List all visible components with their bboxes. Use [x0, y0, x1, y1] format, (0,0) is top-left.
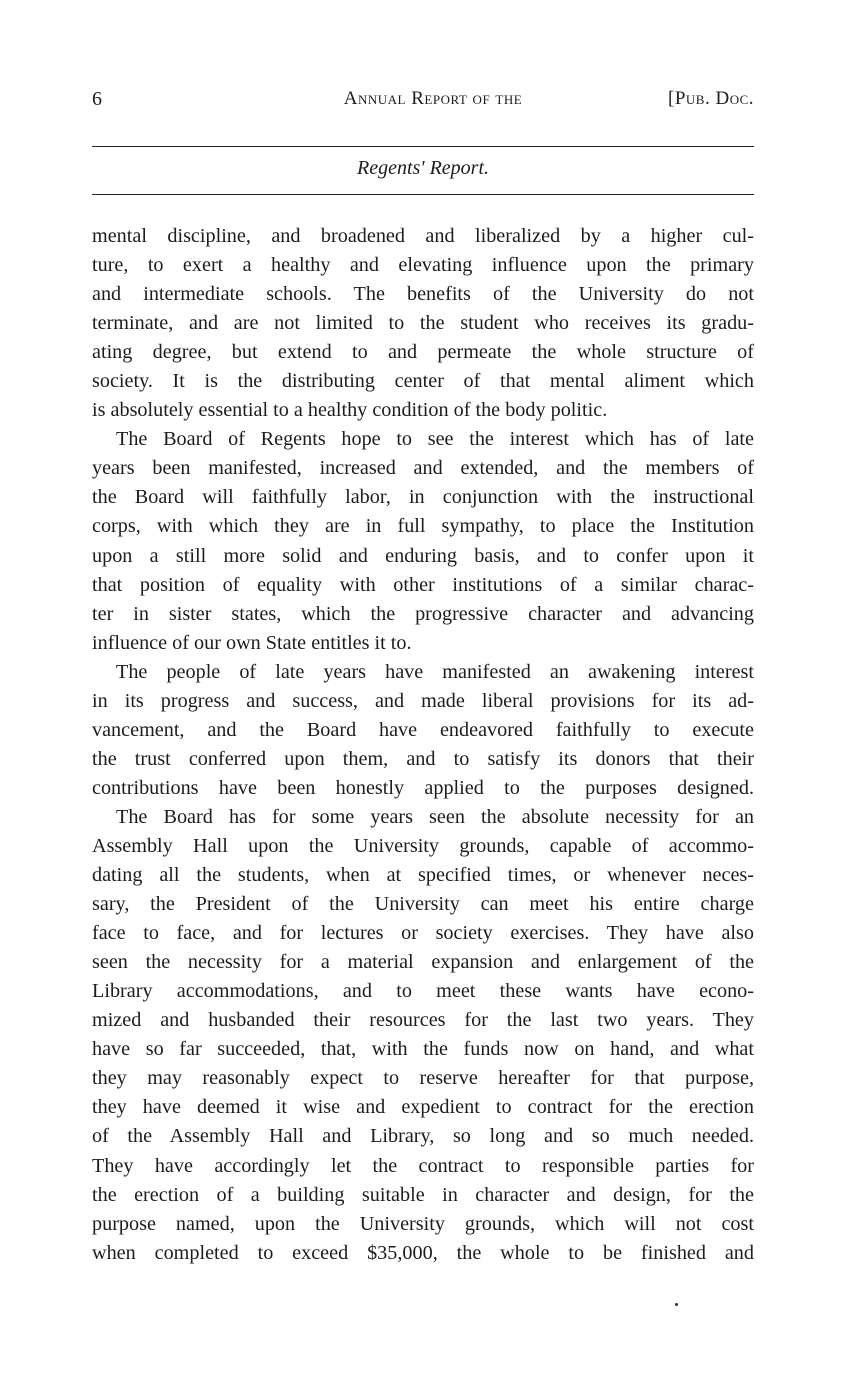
section-title: Regents' Report. [356, 157, 490, 179]
running-head [92, 88, 754, 114]
text-line: Library accommodations, and to meet these wants have econo- [92, 980, 754, 1003]
body-text [92, 222, 754, 1268]
text-line: Assembly Hall upon the University grounds, capable of accommo- [92, 834, 754, 857]
ink-speck [675, 1303, 678, 1306]
text-line: of the Assembly Hall and Library, so long and so much needed. [92, 1125, 754, 1148]
text-line: that position of equality with other institutions of a similar charac- [92, 573, 754, 596]
page-number: 6 [92, 88, 103, 110]
text-line: and intermediate schools. The benefits of the University do not [92, 283, 754, 306]
text-line: society. It is the distributing center of that mental aliment which [92, 370, 754, 393]
text-line: purpose named, upon the University grounds, which will not cost [92, 1212, 754, 1235]
text-line: influence of our own State entitles it to. [92, 631, 412, 654]
text-line: the erection of a building suitable in character and design, for the [92, 1183, 754, 1206]
text-line: mental discipline, and broadened and liberalized by a higher cul- [92, 225, 754, 247]
text-line: ture, to exert a healthy and elevating influence upon the primary [92, 254, 754, 277]
text-line: terminate, and are not limited to the student who receives its gradu- [92, 312, 754, 335]
text-line: years been manifested, increased and extended, and the members of [92, 457, 754, 480]
text-line: dating all the students, when at specified times, or whenever neces- [92, 864, 754, 887]
text-line: contributions have been honestly applied to the purposes designed. [92, 776, 754, 799]
text-line: have so far succeeded, that, with the funds now on hand, and what [92, 1038, 754, 1061]
text-line: sary, the President of the University can meet his entire charge [92, 893, 754, 916]
text-line: when completed to exceed $35,000, the whole to be finished and [92, 1241, 754, 1264]
doc-label: [Pub. Doc. [668, 88, 754, 109]
text-line: face to face, and for lectures or society exercises. They have also [92, 922, 754, 945]
report-title: Annual Report of the [343, 88, 523, 109]
text-line: They have accordingly let the contract to responsible parties for [92, 1154, 754, 1177]
text-line: mized and husbanded their resources for the last two years. They [92, 1009, 754, 1032]
text-line: they have deemed it wise and expedient to contract for the erection [92, 1096, 754, 1119]
text-line: the Board will faithfully labor, in conjunction with the instructional [92, 486, 754, 509]
text-line: The Board has for some years seen the absolute necessity for an [116, 805, 754, 828]
text-line: The people of late years have manifested an awakening interest [116, 660, 754, 683]
text-line: The Board of Regents hope to see the interest which has of late [116, 428, 754, 451]
header-rule-top [92, 146, 754, 147]
text-line: is absolutely essential to a healthy condition of the body politic. [92, 399, 608, 422]
text-line: they may reasonably expect to reserve hereafter for that purpose, [92, 1067, 754, 1090]
text-line: ter in sister states, which the progressive character and advancing [92, 602, 754, 625]
text-line: corps, with which they are in full sympathy, to place the Institution [92, 515, 754, 538]
text-line: vancement, and the Board have endeavored faithfully to execute [92, 718, 754, 741]
text-line: upon a still more solid and enduring basis, and to confer upon it [92, 544, 754, 567]
text-line: in its progress and success, and made liberal provisions for its ad- [92, 689, 754, 712]
text-line: seen the necessity for a material expansion and enlargement of the [92, 951, 754, 974]
text-line: the trust conferred upon them, and to satisfy its donors that their [92, 747, 754, 770]
header-rule-bottom [92, 194, 754, 195]
text-line: ating degree, but extend to and permeate the whole structure of [92, 341, 754, 364]
